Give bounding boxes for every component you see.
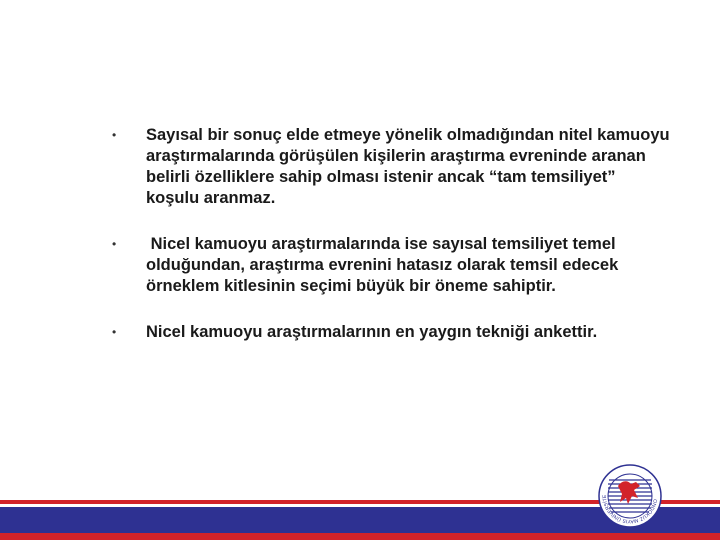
university-emblem-icon — [598, 464, 662, 528]
bullet-list — [112, 125, 672, 343]
bullet-dot: • — [112, 325, 117, 339]
bullet-text: Sayısal bir sonuç elde etmeye yönelik olmadığından nitel kamuoyu araştırmalarında görüşülen kişilerin araştırma evreninde aranan belirli özelliklere sahip olması istenir ancak “tam temsiliyet” koşulu aranmaz. — [146, 126, 670, 207]
logo-text: ONDOKUZ MAYIS ÜNİVERSİTE — [601, 494, 658, 525]
bullet-text: Nicel kamuoyu araştırmalarında ise sayısal temsiliyet temel olduğundan, araştırma evrenini hatasız olarak temsil edecek örneklem kitlesinin seçimi büyük bir öneme sahiptir. — [146, 235, 623, 295]
bullet-item — [112, 234, 672, 297]
footer-band-red-bottom — [0, 533, 720, 540]
bullet-item — [112, 125, 672, 209]
bullet-item — [112, 322, 672, 343]
bullet-text: Nicel kamuoyu araştırmalarının en yaygın tekniği ankettir. — [146, 323, 598, 341]
bullet-dot: • — [112, 237, 117, 251]
bullet-dot: • — [112, 128, 117, 142]
